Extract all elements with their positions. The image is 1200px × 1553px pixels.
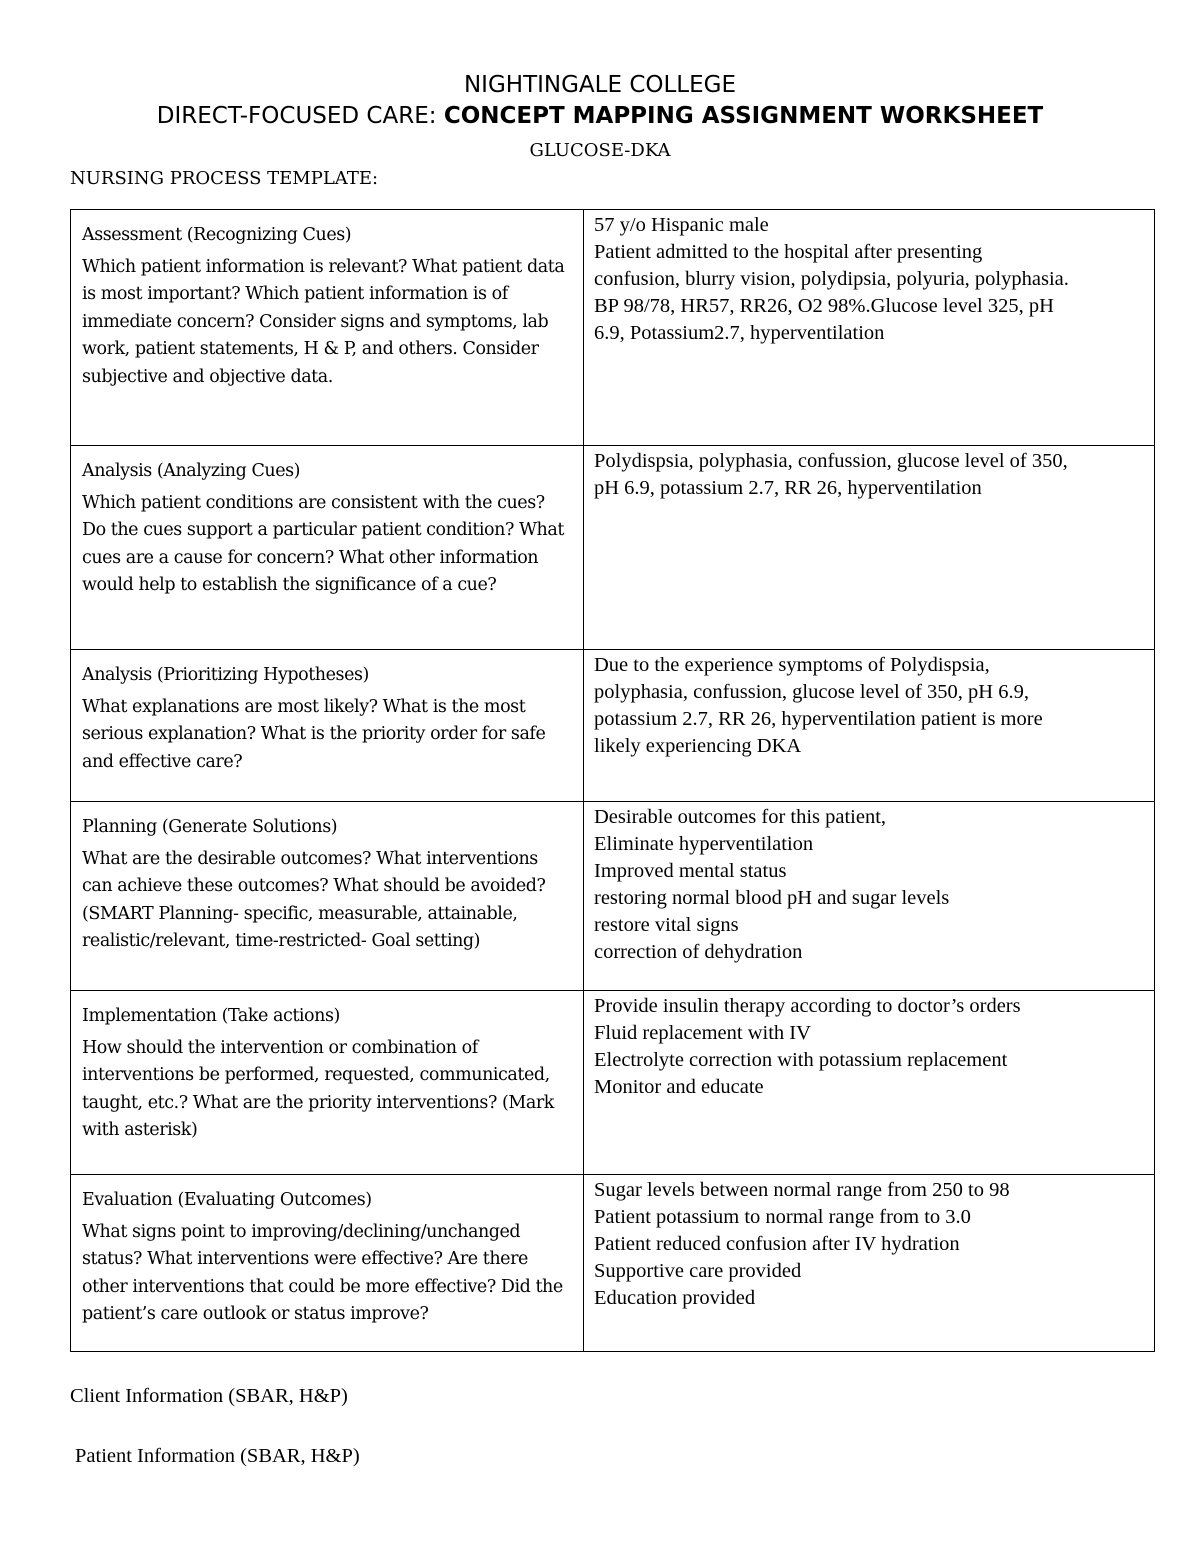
answer-cell[interactable] (584, 991, 1155, 1175)
answer-line: Improved mental status (594, 860, 787, 882)
answer-line: restore vital signs (594, 914, 739, 936)
step-title: Analysis (Prioritizing Hypotheses) (82, 665, 369, 685)
answer-line: polyphasia, confussion, glucose level of 350, pH 6.9, (594, 681, 1029, 703)
care-prefix: DIRECT-FOCUSED CARE: (156, 103, 444, 129)
table-row (71, 802, 1155, 991)
step-title: Assessment (Recognizing Cues) (82, 225, 352, 245)
answer-text (584, 650, 1154, 760)
step-title: Planning (Generate Solutions) (82, 817, 338, 837)
worksheet-topic: GLUCOSE-DKA (529, 140, 671, 161)
step-question: How should the intervention or combination of interventions be performed, requested, communicated, taught, etc.? What are the priority interventions? (Mark with asterisk) (82, 1037, 554, 1140)
answer-line: Electrolyte correction with potassium replacement (594, 1049, 1008, 1071)
answer-line: pH 6.9, potassium 2.7, RR 26, hyperventilation (594, 477, 982, 499)
worksheet-title (0, 101, 1200, 131)
answer-line: Due to the experience symptoms of Polydispsia, (594, 654, 990, 676)
answer-text (584, 1175, 1154, 1312)
client-information-label: Client Information (SBAR, H&P) (70, 1385, 348, 1407)
answer-line: Eliminate hyperventilation (594, 833, 814, 855)
answer-text (584, 210, 1154, 347)
answer-line: BP 98/78, HR57, RR26, O2 98%.Glucose level 325, pH (594, 295, 1054, 317)
step-title: Implementation (Take actions) (82, 1006, 340, 1026)
answer-line: potassium 2.7, RR 26, hyperventilation patient is more (594, 708, 1043, 730)
answer-cell[interactable] (584, 802, 1155, 991)
answer-line: Education provided (594, 1287, 756, 1309)
answer-line: Desirable outcomes for this patient, (594, 806, 887, 828)
prompt-cell (71, 991, 584, 1175)
answer-line: Supportive care provided (594, 1260, 802, 1282)
prompt-cell (71, 210, 584, 446)
answer-line: correction of dehydration (594, 941, 803, 963)
step-title: Evaluation (Evaluating Outcomes) (82, 1190, 372, 1210)
prompt-cell (71, 802, 584, 991)
prompt-cell (71, 446, 584, 650)
answer-text (584, 446, 1154, 502)
answer-line: Patient potassium to normal range from to 3.0 (594, 1206, 971, 1228)
table-row (71, 446, 1155, 650)
prompt-cell (71, 1175, 584, 1352)
assignment-title: CONCEPT MAPPING ASSIGNMENT WORKSHEET (443, 103, 1044, 129)
step-question: Which patient information is relevant? What patient data is most important? Which patient information is of immediate concern? Consider signs and symptoms, lab work, patient statements, H & P, and others. Consider subjective and objective data. (82, 256, 565, 387)
table-row (71, 210, 1155, 446)
answer-cell[interactable] (584, 1175, 1155, 1352)
template-label: NURSING PROCESS TEMPLATE: (70, 168, 379, 189)
answer-line: likely experiencing DKA (594, 735, 802, 757)
answer-line: confusion, blurry vision, polydipsia, polyuria, polyphasia. (594, 268, 1069, 290)
answer-line: Polydispsia, polyphasia, confussion, glucose level of 350, (594, 450, 1068, 472)
answer-line: Provide insulin therapy according to doctor’s orders (594, 995, 1021, 1017)
table-row (71, 650, 1155, 802)
answer-line: Fluid replacement with IV (594, 1022, 811, 1044)
step-question: What explanations are most likely? What is the most serious explanation? What is the priority order for safe and effective care? (82, 696, 546, 772)
step-title: Analysis (Analyzing Cues) (82, 461, 301, 481)
college-name: NIGHTINGALE COLLEGE (463, 72, 737, 98)
patient-information-label: Patient Information (SBAR, H&P) (75, 1445, 360, 1467)
answer-line: Patient admitted to the hospital after presenting (594, 241, 983, 263)
step-question: What signs point to improving/declining/unchanged status? What interventions were effective? Are there other interventions that could be more effective? Did the patient’s care outlook or status improve? (82, 1221, 563, 1324)
answer-line: restoring normal blood pH and sugar levels (594, 887, 950, 909)
answer-cell[interactable] (584, 446, 1155, 650)
step-question: Which patient conditions are consistent with the cues? Do the cues support a particular patient condition? What cues are a cause for concern? What other information would help to establish the significance of a cue? (82, 492, 564, 595)
nursing-process-table (70, 209, 1155, 1352)
answer-text (584, 802, 1154, 966)
answer-text (584, 991, 1154, 1101)
answer-cell[interactable] (584, 210, 1155, 446)
answer-line: 57 y/o Hispanic male (594, 214, 769, 236)
answer-line: Patient reduced confusion after IV hydration (594, 1233, 960, 1255)
answer-line: 6.9, Potassium2.7, hyperventilation (594, 322, 885, 344)
table-row (71, 991, 1155, 1175)
step-question: What are the desirable outcomes? What interventions can achieve these outcomes? What should be avoided? (SMART Planning- specific, measurable, attainable, realistic/relevant, time-restricted- Goal setting) (82, 848, 546, 951)
answer-line: Monitor and educate (594, 1076, 764, 1098)
nursing-process-rows (71, 210, 1155, 1352)
answer-cell[interactable] (584, 650, 1155, 802)
prompt-cell (71, 650, 584, 802)
table-row (71, 1175, 1155, 1352)
answer-line: Sugar levels between normal range from 250 to 98 (594, 1179, 1010, 1201)
